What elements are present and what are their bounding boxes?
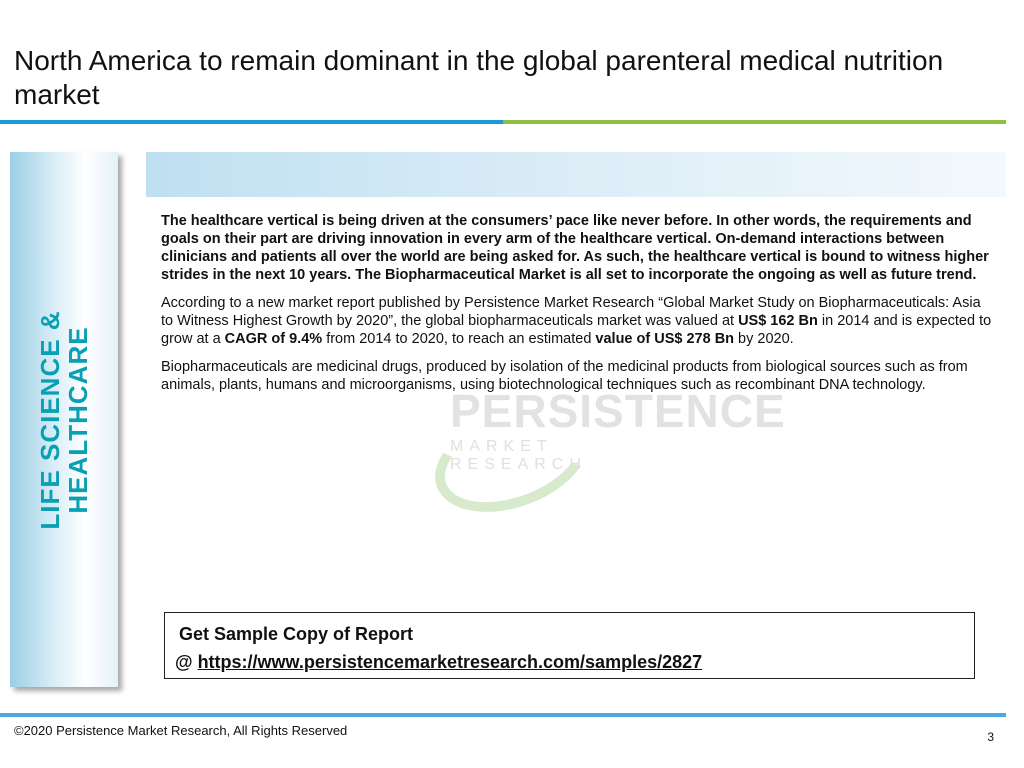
page-number: 3 xyxy=(987,730,994,744)
market-text-3: from 2014 to 2020, to reach an estimated xyxy=(322,331,596,347)
copyright-text: ©2020 Persistence Market Research, All Rights Reserved xyxy=(14,723,348,738)
definition-paragraph: Biopharmaceuticals are medicinal drugs, produced by isolation of the medicinal products from biological sources such as from animals, plants, humans and microorganisms, using biotechnological techniques such as recombinant DNA technology. xyxy=(161,359,968,393)
watermark-subtitle: MARKET RESEARCH xyxy=(450,438,587,473)
sample-report-box xyxy=(164,612,975,679)
market-cagr: CAGR of 9.4% xyxy=(224,331,323,347)
slide-title: North America to remain dominant in the global parenteral medical nutrition market xyxy=(14,45,944,110)
market-value-2020: value of US$ 278 Bn xyxy=(595,331,735,347)
body-text xyxy=(161,212,995,404)
sidebar-category-label xyxy=(36,310,92,529)
sidebar-label-line2: HEALTHCARE xyxy=(63,326,93,514)
lead-paragraph: The healthcare vertical is being driven at the consumers’ pace like never before. In other words, the requirements and goals on their part are driving innovation in every arm of the healthcare vertical. On-demand interactions between clinicians and patients all over the world are being asked for. As such, the healthcare vertical is bound to witness higher strides in the next 10 years. The Biopharmaceutical Market is all set to incorporate the ongoing as well as future trend. xyxy=(161,213,989,283)
footer-divider xyxy=(0,713,1006,717)
swoosh-icon xyxy=(421,388,604,532)
link-prefix: @ xyxy=(175,652,198,672)
market-text-2: in 2014 and is expected to grow at a xyxy=(161,313,992,347)
sample-report-link[interactable]: https://www.persistencemarketresearch.com/samples/2827 xyxy=(197,652,703,672)
market-text-1: According to a new market report published by Persistence Market Research “Global Market Study on Biopharmaceuticals: Asia to Witness Highest Growth by 2020”, the global biopharmaceuticals market was valued at xyxy=(161,295,981,329)
watermark-brand: PERSISTENCE xyxy=(450,385,786,437)
title-divider xyxy=(0,120,1006,124)
sidebar-panel xyxy=(10,152,118,687)
sidebar-label-line1: LIFE SCIENCE & xyxy=(35,310,65,530)
header-band xyxy=(146,152,1006,197)
market-text-4: by 2020. xyxy=(734,331,794,347)
sample-report-heading: Get Sample Copy of Report xyxy=(179,624,414,644)
market-paragraph xyxy=(161,294,995,348)
market-value-2014: US$ 162 Bn xyxy=(738,313,818,329)
sample-report-link-row xyxy=(175,649,702,675)
